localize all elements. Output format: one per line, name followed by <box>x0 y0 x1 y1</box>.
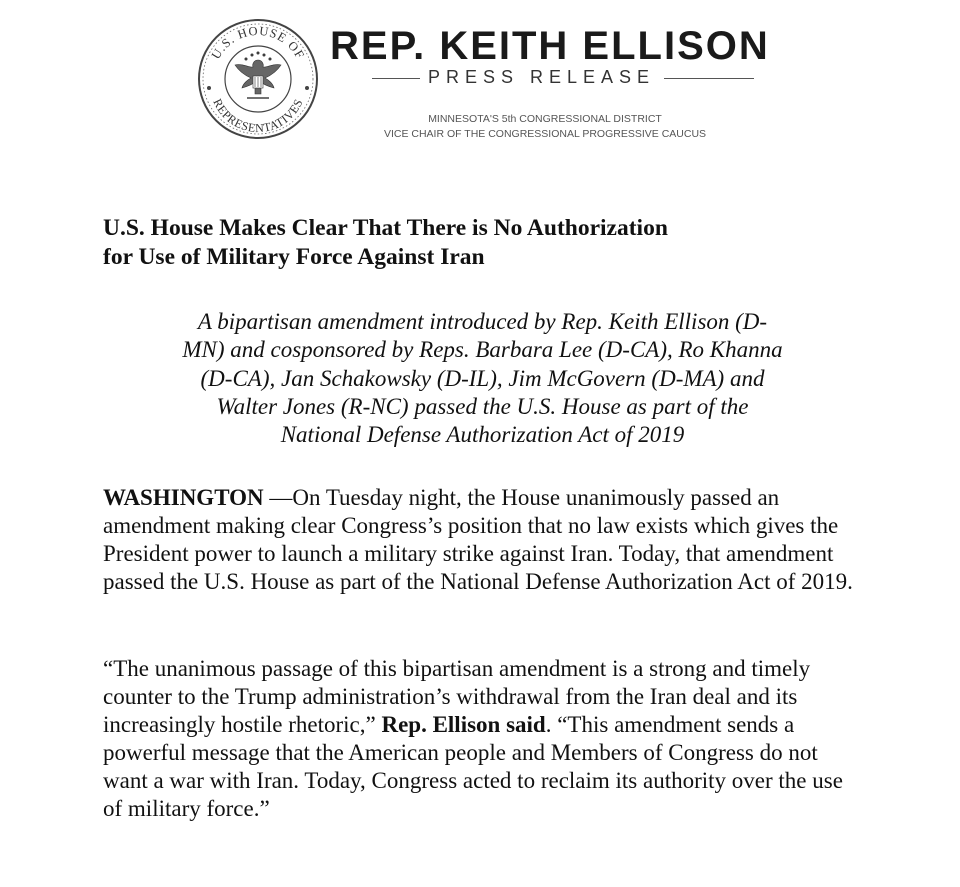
seal-bottom-text: REPRESENTATIVES <box>210 96 306 136</box>
district-line: MINNESOTA'S 5th CONGRESSIONAL DISTRICT <box>428 113 662 125</box>
seal-top-text: U.S. HOUSE OF <box>208 23 308 62</box>
body-paragraph-2 <box>103 655 863 823</box>
headline-line-1: U.S. House Makes Clear That There is No Authorization <box>103 215 668 241</box>
headline <box>103 214 863 272</box>
headline-line-2: for Use of Military Force Against Iran <box>103 244 485 270</box>
subheadline <box>96 308 869 449</box>
divider-line <box>664 78 754 79</box>
quote-part-2: . “This amendment sends a powerful message that the American people and Members of Congress do not want a war with Iran. Today, Congress acted to reclaim its authority over the use of military force.” <box>103 712 843 821</box>
subheadline-line: National Defense Authorization Act of 2019 <box>280 422 685 448</box>
paragraph-1-text: —On Tuesday night, the House unanimously passed an amendment making clear Congress’s position that no law exists which gives the President power to launch a military strike against Iran. Today, that amendment passed the U.S. House as part of the National Defense Authorization Act of 2019. <box>103 485 853 594</box>
speaker-attribution: Rep. Ellison said <box>381 712 546 737</box>
body-paragraph-1 <box>103 484 863 596</box>
dateline: WASHINGTON <box>103 485 264 510</box>
letterhead <box>0 0 960 160</box>
subheadline-line: MN) and cosponsored by Reps. Barbara Lee (D-CA), Ro Khanna <box>182 337 783 363</box>
caucus-role-line: VICE CHAIR OF THE CONGRESSIONAL PROGRESSIVE CAUCUS <box>383 128 707 140</box>
house-seal-icon <box>197 18 319 140</box>
subheadline-line: (D-CA), Jan Schakowsky (D-IL), Jim McGovern (D-MA) and <box>200 365 765 391</box>
press-release-banner <box>372 66 756 92</box>
subheadline-line: A bipartisan amendment introduced by Rep. Keith Ellison (D- <box>197 309 768 334</box>
divider-line <box>372 78 420 79</box>
subheadline-line: Walter Jones (R-NC) passed the U.S. House as part of the <box>216 393 749 419</box>
press-release-label: PRESS RELEASE <box>428 67 656 87</box>
quote-part-1: “The unanimous passage of this bipartisan amendment is a strong and timely counter to the Trump administration’s withdrawal from the Iran deal and its increasingly hostile rhetoric,” <box>103 656 811 737</box>
representative-name: REP. KEITH ELLISON <box>330 24 770 68</box>
